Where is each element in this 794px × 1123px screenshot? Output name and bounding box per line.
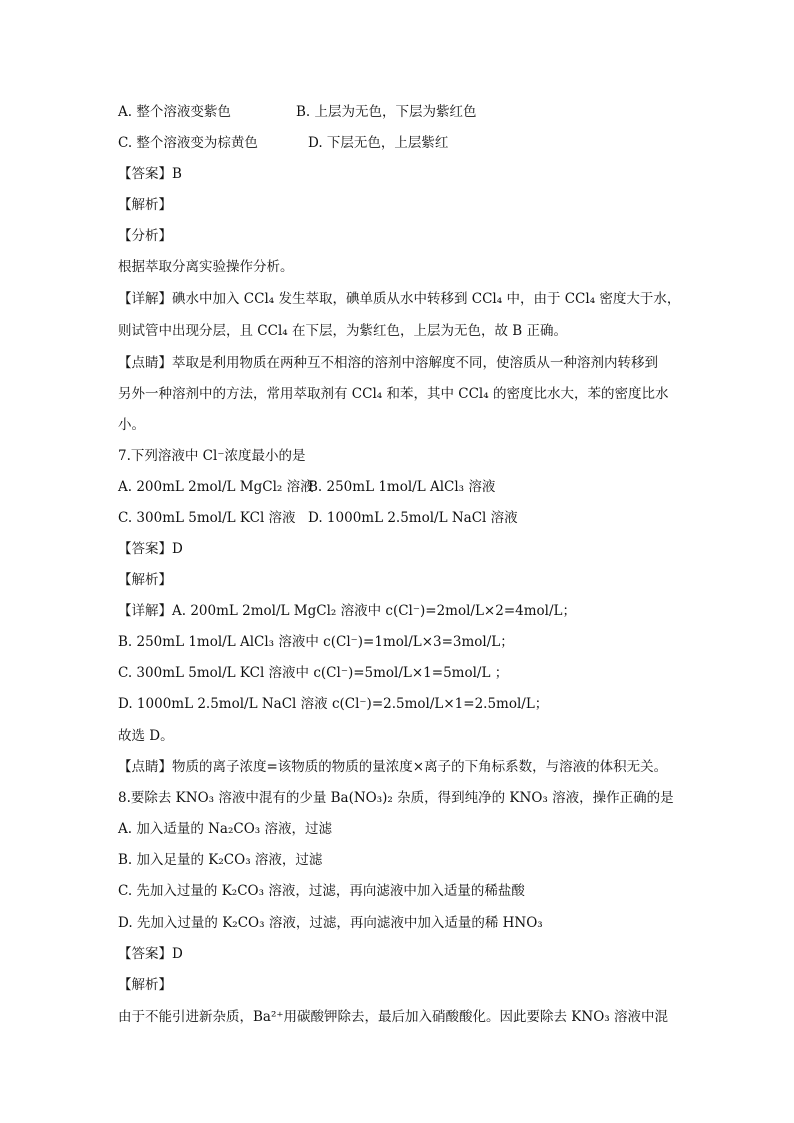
q6-fenxi-text: 根据萃取分离实验操作分析。 (118, 259, 294, 275)
q7-option-b: B. 250mL 1mol/L AlCl₃ 溶液 (308, 479, 496, 495)
q7-jiexi-heading: 【解析】 (118, 572, 172, 588)
q6-dianjing-line-3: 小。 (118, 417, 145, 433)
q6-answer: 【答案】B (118, 166, 182, 182)
q8-explanation-line-1: 由于不能引进新杂质，Ba²⁺用碳酸钾除去，最后加入硝酸酸化。因此要除去 KNO₃ 溶液中混 (118, 1009, 668, 1025)
q7-xiangjie-d: D. 1000mL 2.5mol/L NaCl 溶液 c(Cl⁻)=2.5mol/L×1=2.5mol/L； (118, 696, 549, 712)
q7-option-c: C. 300mL 5mol/L KCl 溶液 (118, 510, 296, 526)
q8-option-b: B. 加入足量的 K₂CO₃ 溶液，过滤 (118, 852, 323, 868)
q8-option-d: D. 先加入过量的 K₂CO₃ 溶液，过滤，再向滤液中加入适量的稀 HNO₃ (118, 915, 543, 931)
q7-answer: 【答案】D (118, 541, 183, 557)
q7-options-row-2 (118, 508, 684, 528)
q6-jiexi-heading: 【解析】 (118, 197, 172, 213)
q7-xiangjie-c: C. 300mL 5mol/L KCl 溶液中 c(Cl⁻)=5mol/L×1=5mol/L ； (118, 665, 509, 681)
q8-option-a: A. 加入适量的 Na₂CO₃ 溶液，过滤 (118, 821, 332, 837)
q6-option-c: C. 整个溶液变为棕黄色 (118, 135, 258, 151)
q6-option-a: A. 整个溶液变紫色 (118, 104, 231, 120)
q6-dianjing-line-2: 另外一种溶剂中的方法，常用萃取剂有 CCl₄ 和苯，其中 CCl₄ 的密度比水大，苯的密度比水 (118, 386, 669, 402)
q6-option-b: B. 上层为无色，下层为紫红色 (296, 104, 477, 120)
q7-xiangjie-b: B. 250mL 1mol/L AlCl₃ 溶液中 c(Cl⁻)=1mol/L×3=3mol/L； (118, 634, 514, 650)
q7-dianjing: 【点睛】物质的离子浓度=该物质的物质的量浓度×离子的下角标系数，与溶液的体积无关。 (118, 759, 668, 775)
q8-jiexi-heading: 【解析】 (118, 977, 172, 993)
q8-answer: 【答案】D (118, 946, 183, 962)
q6-option-d: D. 下层无色，上层紫红 (308, 135, 449, 151)
q6-xiangjie-line-2: 则试管中出现分层，且 CCl₄ 在下层，为紫红色，上层为无色，故 B 正确。 (118, 323, 567, 339)
q7-xiangjie-a: 【详解】A. 200mL 2mol/L MgCl₂ 溶液中 c(Cl⁻)=2mol/L×2=4mol/L； (118, 603, 576, 619)
q7-options-row-1 (118, 477, 684, 497)
q6-fenxi-heading: 【分析】 (118, 228, 172, 244)
q8-option-c: C. 先加入过量的 K₂CO₃ 溶液，过滤，再向滤液中加入适量的稀盐酸 (118, 883, 525, 899)
q6-options-row-1 (118, 102, 684, 122)
q7-option-d: D. 1000mL 2.5mol/L NaCl 溶液 (308, 510, 518, 526)
q7-stem: 7.下列溶液中 Cl⁻浓度最小的是 (118, 448, 306, 464)
q7-conclusion: 故选 D。 (118, 728, 174, 744)
q6-options-row-2 (118, 133, 684, 153)
q6-dianjing-line-1: 【点睛】萃取是利用物质在两种互不相溶的溶剂中溶解度不同，使溶质从一种溶剂内转移到 (118, 355, 658, 371)
q8-stem: 8.要除去 KNO₃ 溶液中混有的少量 Ba(NO₃)₂ 杂质，得到纯净的 KNO₃ 溶液，操作正确的是 (118, 790, 674, 806)
q7-option-a: A. 200mL 2mol/L MgCl₂ 溶液 (118, 479, 314, 495)
q6-xiangjie-line-1: 【详解】碘水中加入 CCl₄ 发生萃取，碘单质从水中转移到 CCl₄ 中，由于 CCl₄ 密度大于水， (118, 291, 681, 307)
